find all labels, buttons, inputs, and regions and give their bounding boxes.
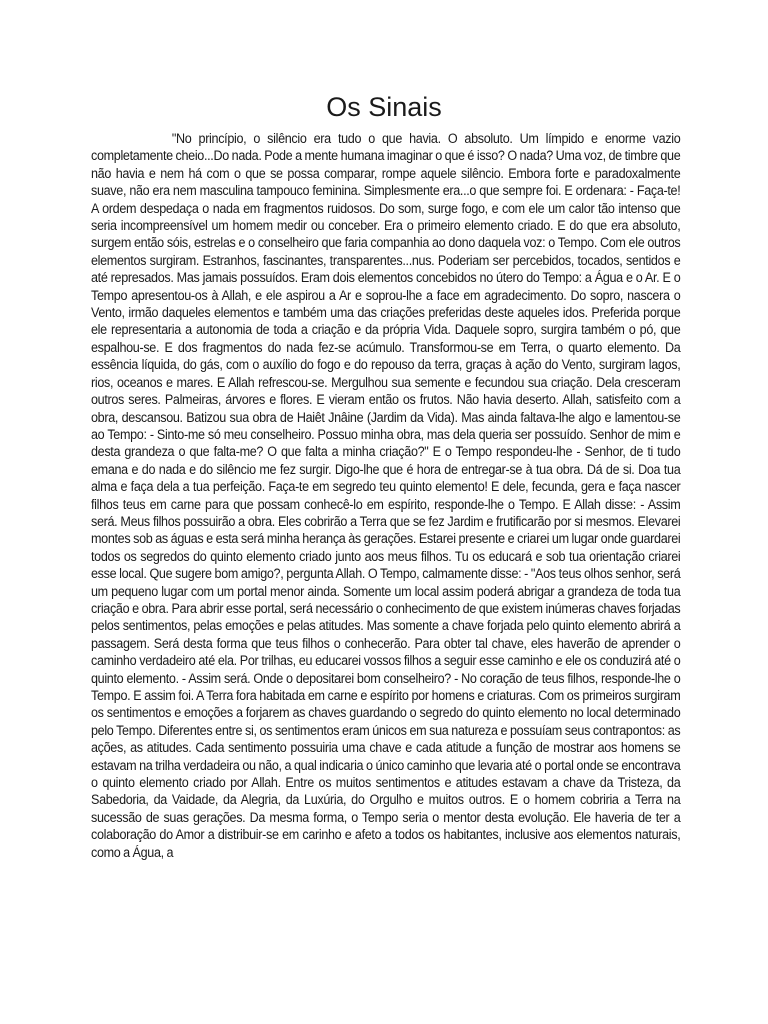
document-title: Os Sinais — [326, 92, 442, 122]
document-body-paragraph: "No princípio, o silêncio era tudo o que havia. O absoluto. Um límpido e enorme vazio completamente cheio...Do nada. Pode a mente humana imaginar o que é isso? O nada? Uma voz, de timbre que não havia e nem há com o que se possa comparar, rompe aquele silêncio. Embora forte e paradoxalmente suave, não era nem masculina tampouco feminina. Simplesmente era...o que sempre foi. E ordenara: - Faça-te! A ordem despedaça o nada em fragmentos ruidosos. Do som, surge fogo, e com ele um calor tão intenso que seria incompreensível um homem medir ou conceber. Era o primeiro elemento criado. E do que era absoluto, surgem então sóis, estrelas e o conselheiro que faria companhia ao dono daquela voz: o Tempo. Com ele outros elementos surgiram. Estranhos, fascinantes, transparentes...nus. Poderiam ser percebidos, tocados, sentidos e até represados. Mas jamais possuídos. Eram dois elementos concebidos no útero do Tempo: a Água e o Ar. E o Tempo apresentou-os à Allah, e ele aspirou a Ar e soprou-lhe a face em agradecimento. Do sopro, nascera o Vento, irmão daqueles elementos e também uma das criações preferidas deste aqueles idos. Preferida porque ele representaria a autonomia de toda a criação e da própria Vida. Daquele sopro, surgira também o pó, que espalhou-se. E dos fragmentos do nada fez-se acúmulo. Transformou-se em Terra, o quarto elemento. Da essência líquida, do gás, com o auxílio do fogo e do repouso da terra, graças à ação do Vento, surgiram lagos, rios, oceanos e mares. E Allah refrescou-se. Mergulhou sua semente e fecundou sua criação. Dela cresceram outros seres. Palmeiras, árvores e flores. E vieram então os frutos. Não havia deserto. Allah, satisfeito com a obra, descansou. Batizou sua obra de Haiêt Jnâine (Jardim da Vida). Mas ainda faltava-lhe algo e lamentou-se ao Tempo: - Sinto-me só meu conselheiro. Possuo minha obra, mas dela queria ser possuído. Senhor de mim e desta grandeza o que falta-me? O que falta a minha criação?" E o Tempo respondeu-lhe - Senhor, de ti tudo emana e do nada e do silêncio me fez surgir. Digo-lhe que é hora de entregar-se à tua obra. Dá de si. Doa tua alma e faça dela a tua perfeição. Faça-te em segredo teu quinto elemento! E dele, fecunda, gera e faça nascer filhos teus em carne para que possam conhecê-lo em espírito, responde-lhe o Tempo. E Allah disse: - Assim será. Meus filhos possuirão a obra. Eles cobrirão a Terra que se fez Jardim e frutificarão por si mesmos. Elevarei montes sob as águas e esta será minha herança às gerações. Estarei presente e criarei um lugar onde guardarei todos os segredos do quinto elemento criado junto aos meus filhos. Tu os educará e sob tua orientação criarei esse local. Que sugere bom amigo?, pergunta Allah. O Tempo, calmamente disse: - "Aos teus olhos senhor, será um pequeno lugar com um portal menor ainda. Somente um local assim poderá abrigar a grandeza de toda tua criação e obra. Para abrir esse portal, será necessário o conhecimento de que existem inúmeras chaves forjadas pelos sentimentos, pelas emoções e pelas atitudes. Mas somente a chave forjada pelo quinto elemento abrirá a passagem. Será desta forma que teus filhos o conhecerão. Para obter tal chave, eles haverão de aprender o caminho verdadeiro até ela. Por trilhas, eu educarei vossos filhos a seguir esse caminho e ele os conduzirá até o quinto elemento. - Assim será. Onde o depositarei bom conselheiro? - No coração de teus filhos, responde-lhe o Tempo. E assim foi. A Terra fora habitada em carne e espírito por homens e criaturas. Com os primeiros surgiram os sentimentos e emoções a forjarem as chaves guardando o segredo do quinto elemento no local determinado pelo Tempo. Diferentes entre si, os sentimentos eram únicos em sua natureza e possuíam seus contrapontos: as ações, as atitudes. Cada sentimento possuiria uma chave e cada atitude a função de mostrar aos homens se estavam na trilha verdadeira ou não, a qual indicaria o único caminho que levaria até o portal onde se encontrava o quinto elemento criado por Allah. Entre os muitos sentimentos e atitudes estavam a chave da Tristeza, da Sabedoria, da Vaidade, da Alegria, da Luxúria, do Orgulho e muitos outros. E o homem cobriria a Terra na sucessão de suas gerações. Da mesma forma, o Tempo seria o mentor desta evolução. Ele haveria de ter a colaboração do Amor a distribuir-se em carinho e afeto a todos os habitantes, inclusive aos elementos naturais, como a Água, a — [91, 131, 681, 860]
